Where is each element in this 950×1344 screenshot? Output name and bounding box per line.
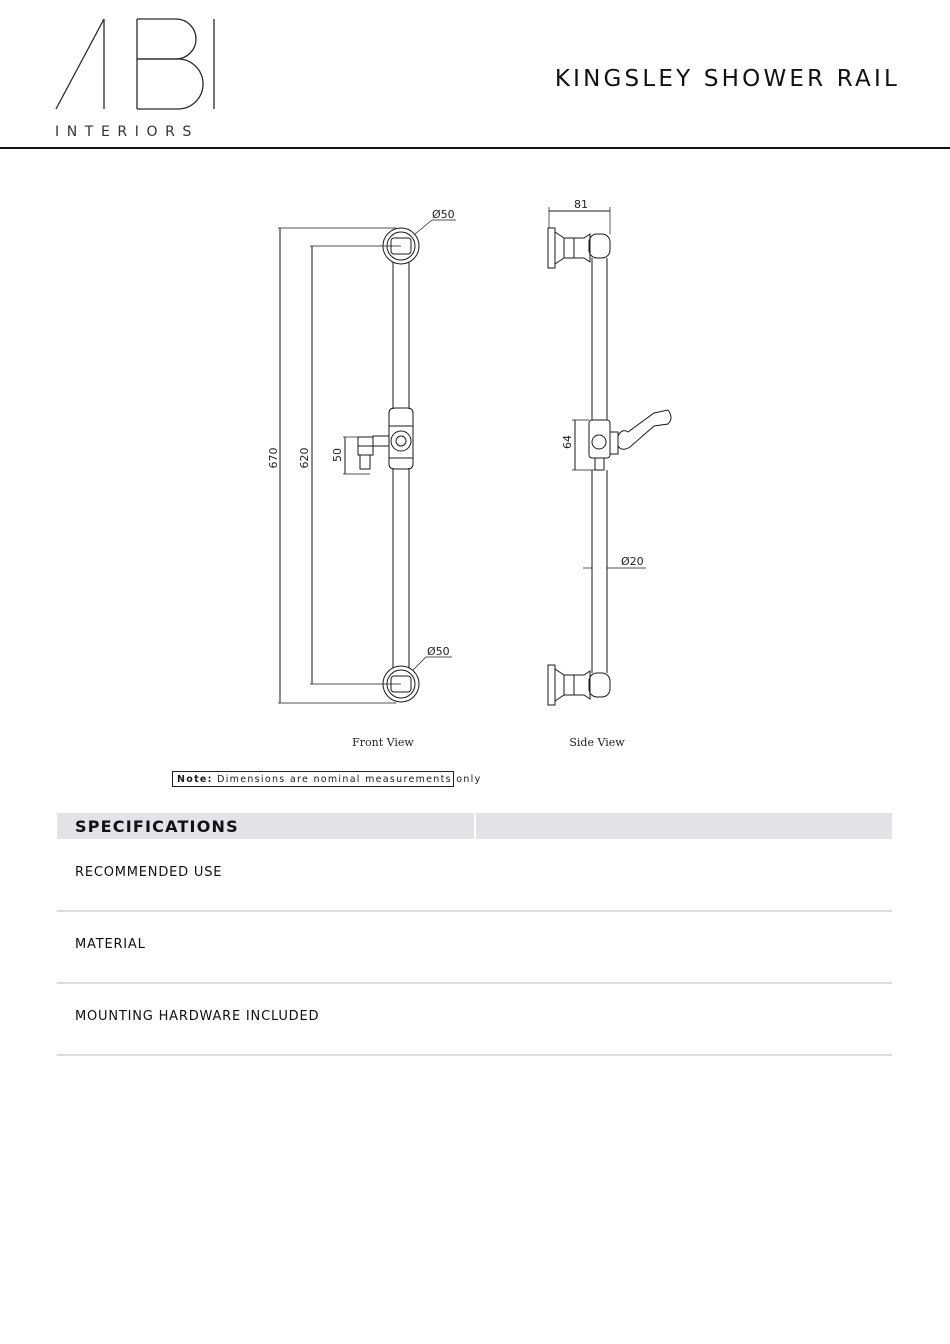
note-label: Note: [177, 774, 213, 785]
dim-slider-side: 64 [561, 435, 574, 449]
side-view-caption: Side View [569, 736, 625, 749]
dim-overall-length: 670 [267, 447, 280, 469]
brand-subtitle: INTERIORS [55, 124, 199, 140]
dim-bracket-centres: 620 [298, 447, 311, 469]
dim-rail-diameter: Ø20 [621, 555, 644, 568]
dim-slider-front: 50 [331, 448, 344, 462]
spec-label: RECOMMENDED USE [75, 865, 223, 880]
specifications-header [57, 813, 892, 839]
spec-row-recommended-use [57, 840, 892, 912]
dimensions-note [172, 771, 482, 787]
technical-drawing [0, 190, 950, 760]
spec-row-material [57, 912, 892, 984]
dim-top-diameter: Ø50 [432, 208, 455, 221]
side-view-drawing [548, 207, 671, 705]
note-text: Dimensions are nominal measurements only [217, 774, 482, 785]
product-title: KINGSLEY SHOWER RAIL [554, 66, 900, 92]
front-view-caption: Front View [352, 736, 414, 749]
dim-bottom-diameter: Ø50 [427, 645, 450, 658]
spec-row-mounting-hardware [57, 984, 892, 1056]
header-divider [0, 147, 950, 149]
specifications-title: SPECIFICATIONS [75, 817, 239, 836]
spec-label: MOUNTING HARDWARE INCLUDED [75, 1009, 320, 1024]
dim-projection: 81 [574, 198, 588, 211]
spec-label: MATERIAL [75, 937, 146, 952]
header-column-divider [474, 813, 476, 839]
